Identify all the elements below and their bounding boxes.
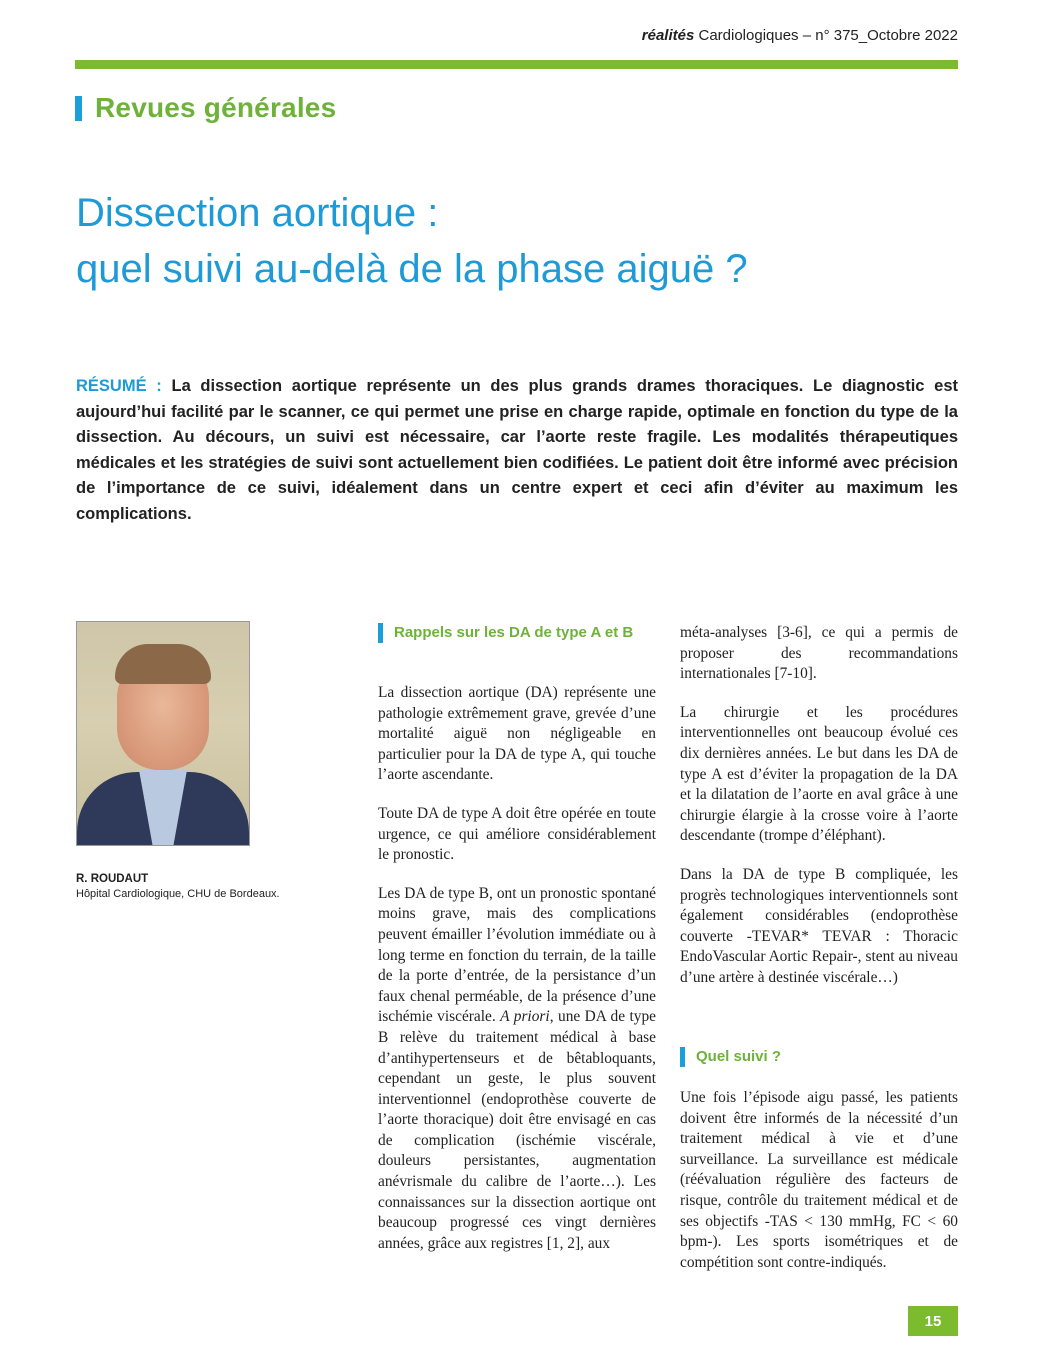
- paragraph: La chirurgie et les procédures interventionnelles ont beaucoup évolué ces dix dernières années. Le but dans les DA de type A est d’éviter la propagation de la DA et la dilatation de l’aorte en aval grâce à une chirurgie élargie à la crosse voire à l’aorte descendante (trompe d’éléphant).: [680, 703, 958, 845]
- title-line-2: quel suivi au-delà de la phase aiguë ?: [76, 247, 748, 291]
- subheading-marker: [680, 1047, 685, 1067]
- title-line-1: Dissection aortique :: [76, 191, 439, 235]
- paragraph: méta-analyses [3-6], ce qui a permis de proposer des recommandations internationales [7-10].: [680, 624, 958, 683]
- author-photo: [76, 621, 250, 846]
- paragraph: Les DA de type B, ont un pronostic spontané moins grave, mais des complications peuvent émailler l’évolution immédiate ou à long terme en fonction du terrain, de la taille de la porte d’entrée, de la persistance d’un faux chenal perméable, de la présence d’une ischémie viscérale. A priori, une DA de type B relève du traitement médical à base d’antihypertenseurs et de bêtabloquants, cependant un geste, le plus souvent interventionnel (endoprothèse couverte de l’aorte thoracique) doit être envisagé en cas de complication (ischémie viscérale, douleurs persistantes, augmentation anévrismale du calibre de l’aorte…). Les connaissances sur la dissection aortique ont beaucoup progressé ces vingt dernières années, grâce aux registres [1, 2], aux: [378, 884, 656, 1252]
- page-number: 15: [908, 1306, 958, 1336]
- abstract-text: La dissection aortique représente un des plus grands drames thoraciques. Le diagnostic est aujourd’hui facilité par le scanner, ce qui permet une prise en charge rapide, optimale en fonction du type de la dissection. Au décours, un suivi est nécessaire, car l’aorte reste fragile. Les modalités thérapeutiques médicales et les stratégies de suivi sont actuellement bien codifiées. Le patient doit être informé avec précision de l’importance de ce suivi, idéalement dans un centre expert et ceci afin d’éviter au maximum les complications.: [76, 377, 959, 523]
- author-name: R. ROUDAUT: [76, 873, 149, 885]
- emphasis: A priori: [500, 1008, 550, 1026]
- paragraph: La dissection aortique (DA) représente une pathologie extrêmement grave, grevée d’une mortalité aiguë non négligeable en particulier pour la DA de type A, qui touche l’aorte ascendante.: [378, 684, 656, 784]
- article-title: [76, 185, 956, 297]
- running-header: [642, 27, 958, 44]
- subheading-quel-suivi: [680, 1047, 950, 1067]
- journal-brand: réalités: [641, 27, 695, 44]
- paragraph: Dans la DA de type B compliquée, les progrès technologiques interventionnels sont également considérables (endoprothèse couverte -TEVAR* TEVAR : Thoracic EndoVascular Aortic Repair-, stent au niveau d’une artère à destinée viscérale…): [680, 865, 958, 986]
- subheading-text: Quel suivi ?: [696, 1048, 782, 1065]
- column-right: [680, 623, 958, 1007]
- section-tag: [75, 90, 336, 126]
- column-right-continued: [680, 1088, 958, 1291]
- paragraph: Toute DA de type A doit être opérée en toute urgence, ce qui améliore considérablement le pronostic.: [378, 804, 656, 864]
- subheading-text: Rappels sur les DA de type A et B: [394, 624, 634, 641]
- abstract: [76, 374, 958, 527]
- column-middle: [378, 683, 656, 1272]
- author-affiliation: Hôpital Cardiologique, CHU de Bordeaux.: [76, 888, 280, 900]
- header-rule: [75, 60, 958, 69]
- paragraph: Une fois l’épisode aigu passé, les patients doivent être informés de la nécessité d’un traitement médical à vie et d’une surveillance. La surveillance est médicale (réévaluation régulière des facteurs de risque, contrôle du traitement médical et de ses objectifs -TAS < 130 mmHg, FC < 60 bpm-). Les sports isométriques et de compétition sont contre-indiqués.: [680, 1089, 958, 1271]
- section-label: Revues générales: [95, 92, 337, 123]
- issue-info: Cardiologiques – n° 375_Octobre 2022: [698, 27, 958, 44]
- abstract-lead: RÉSUMÉ :: [76, 377, 162, 395]
- subheading-rappels: [378, 623, 648, 643]
- section-marker: [75, 96, 82, 121]
- subheading-marker: [378, 623, 383, 643]
